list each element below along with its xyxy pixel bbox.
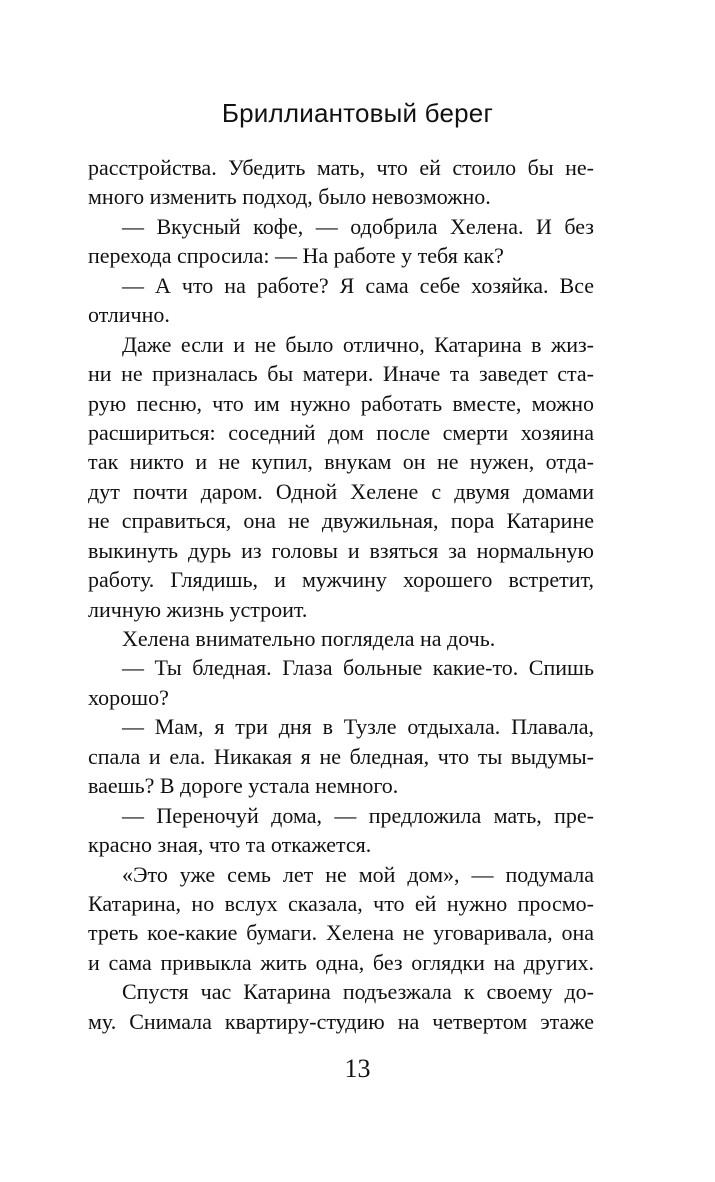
page-number: 13 xyxy=(344,1054,371,1083)
text-line: выкинуть дурь из головы и взяться за нормальную xyxy=(88,537,594,563)
text-line: ваешь? В дороге устала немного. xyxy=(88,773,399,799)
text-line: не справиться, она не двужильная, пора Катарине xyxy=(88,508,594,534)
text-line: — Мам, я три дня в Тузле отдыхала. Плавала, xyxy=(122,714,594,740)
text-line: отлично. xyxy=(88,302,170,328)
text-line: красно зная, что та откажется. xyxy=(88,832,372,858)
body-text xyxy=(88,153,594,1036)
text-line: Хелена внимательно поглядела на дочь. xyxy=(122,626,496,651)
text-line: Катарина, но вслух сказала, что ей нужно просмо- xyxy=(88,890,594,916)
text-line: и сама привыкла жить одна, без оглядки на других. xyxy=(88,949,594,975)
text-line: перехода спросила: — На работе у тебя как? xyxy=(88,243,504,269)
text-line: так никто и не купил, внукам он не нужен, отда- xyxy=(88,449,594,475)
text-line: работу. Глядишь, и мужчину хорошего встретит, xyxy=(88,567,594,593)
text-line: рую песню, что им нужно работать вместе, можно xyxy=(88,390,594,416)
text-line: личную жизнь устроит. xyxy=(88,596,308,622)
text-line: «Это уже семь лет не мой дом», — подумала xyxy=(122,861,594,887)
text-line: хорошо? xyxy=(88,684,169,710)
text-line: — Переночуй дома, — предложила мать, пре- xyxy=(122,802,594,828)
text-line: Спустя час Катарина подъезжала к своему до- xyxy=(122,979,594,1005)
text-line: дут почти даром. Одной Хелене с двумя домами xyxy=(88,478,594,504)
text-line: му. Снимала квартиру-студию на четвертом этаже xyxy=(88,1008,594,1034)
text-line: — Вкусный кофе, — одобрила Хелена. И без xyxy=(122,213,594,239)
text-line: — А что на работе? Я сама себе хозяйка. Все xyxy=(122,272,594,298)
text-line: много изменить подход, было невозможно. xyxy=(88,184,491,210)
text-line: — Ты бледная. Глаза больные какие-то. Спишь xyxy=(122,655,594,681)
running-header-title: Бриллиантовый берег xyxy=(221,98,494,128)
text-line: ни не призналась бы матери. Иначе та заведет ста- xyxy=(88,361,594,387)
text-line: расстройства. Убедить мать, что ей стоило бы не- xyxy=(88,155,594,180)
text-line: треть кое-какие бумаги. Хелена не уговаривала, она xyxy=(88,920,594,946)
text-line: расшириться: соседний дом после смерти хозяина xyxy=(88,419,594,445)
text-line: Даже если и не было отлично, Катарина в жиз- xyxy=(122,331,594,357)
text-line: спала и ела. Никакая я не бледная, что ты выдумы- xyxy=(88,743,594,769)
